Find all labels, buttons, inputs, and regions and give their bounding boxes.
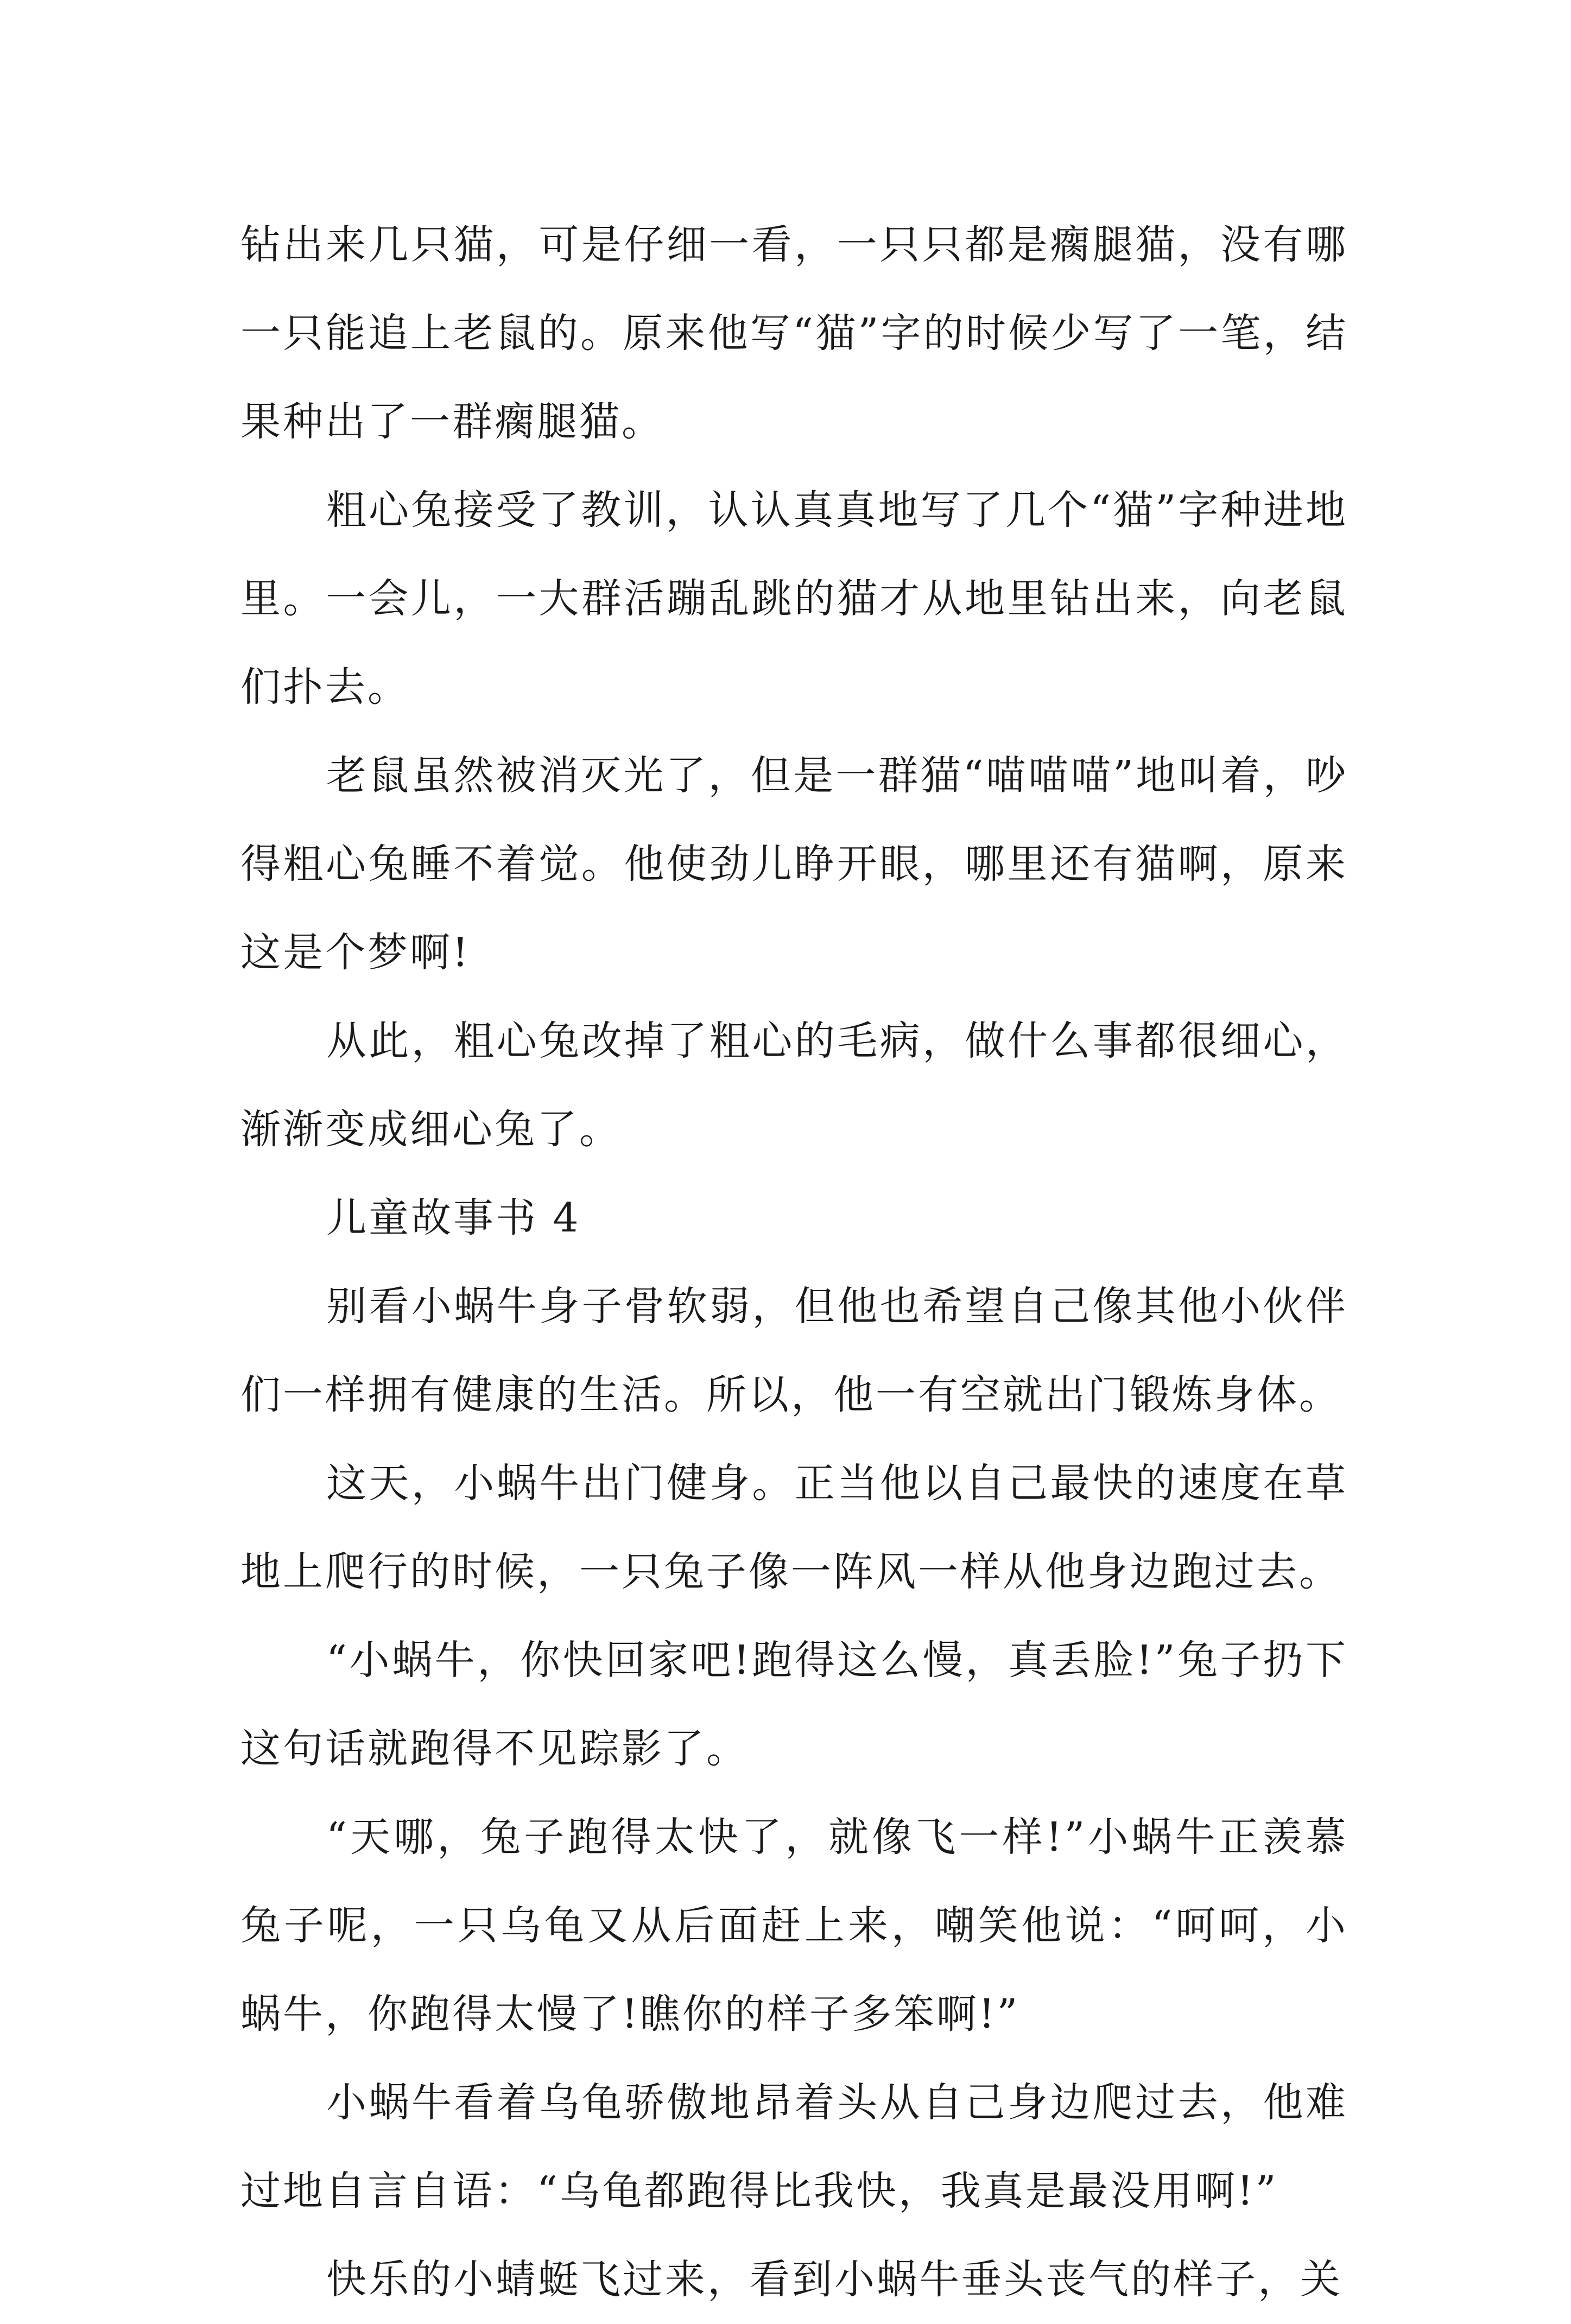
paragraph: 从此，粗心兔改掉了粗心的毛病，做什么事都很细心，渐渐变成细心兔了。 [240,1018,1348,1153]
paragraph: 别看小蜗牛身子骨软弱，但他也希望自己像其他小伙伴们一样拥有健康的生活。所以，他一有空就出门锻炼身体。 [240,1283,1348,1418]
paragraph: 这天，小蜗牛出门健身。正当他以自己最快的速度在草地上爬行的时候，一只兔子像一阵风一样从他身边跑过去。 [240,1460,1348,1595]
paragraph: “天哪，兔子跑得太快了，就像飞一样!”小蜗牛正羡慕兔子呢，一只乌龟又从后面赶上来，嘲笑他说：“呵呵，小蜗牛，你跑得太慢了!瞧你的样子多笨啊!” [240,1814,1348,2037]
section-heading: 儿童故事书 4 [326,1195,581,1241]
paragraph: 快乐的小蜻蜓飞过来，看到小蜗牛垂头丧气的样子，关 [326,2256,1342,2303]
paragraph: “小蜗牛，你快回家吧!跑得这么慢，真丢脸!”兔子扔下这句话就跑得不见踪影了。 [240,1637,1348,1772]
document-body [240,201,1348,2324]
paragraph: 粗心兔接受了教训，认认真真地写了几个“猫”字种进地里。一会儿，一大群活蹦乱跳的猫才从地里钻出来，向老鼠们扑去。 [240,487,1348,710]
paragraph: 老鼠虽然被消灭光了，但是一群猫“喵喵喵”地叫着，吵得粗心兔睡不着觉。他使劲儿睁开眼，哪里还有猫啊，原来这是个梦啊! [240,752,1348,976]
paragraph: 小蜗牛看着乌龟骄傲地昂着头从自己身边爬过去，他难过地自言自语：“乌龟都跑得比我快，我真是最没用啊!” [240,2079,1348,2214]
paragraph: 钻出来几只猫，可是仔细一看，一只只都是瘸腿猫，没有哪一只能追上老鼠的。原来他写“猫”字的时候少写了一笔，结果种出了一群瘸腿猫。 [240,221,1348,445]
